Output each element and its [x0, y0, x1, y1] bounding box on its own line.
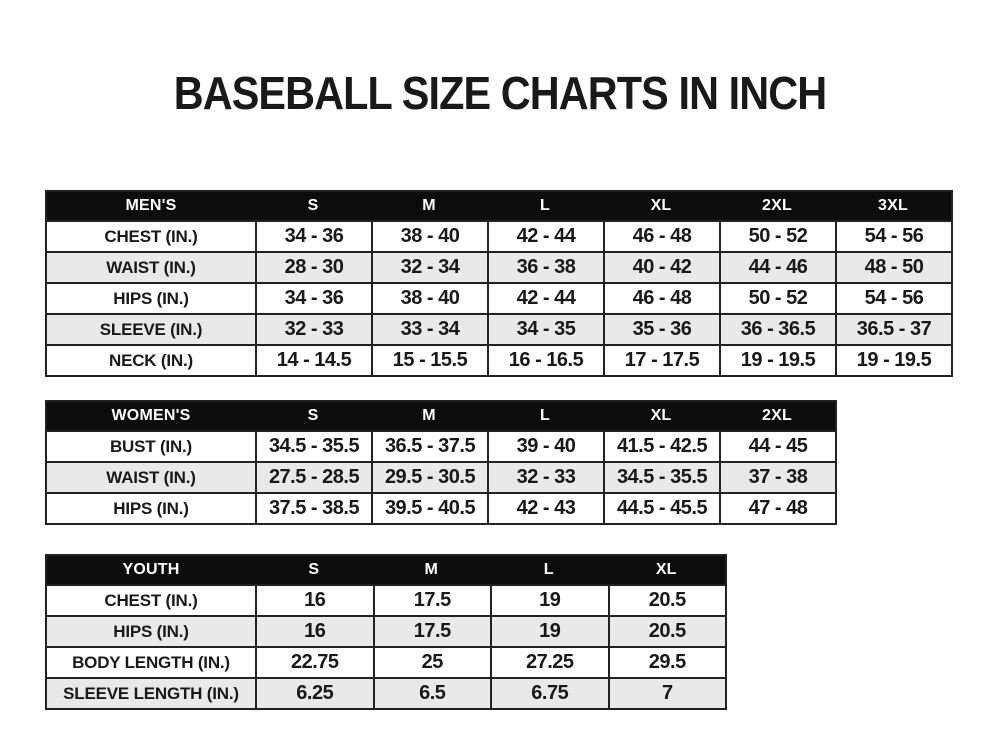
- table-row: [47, 584, 725, 615]
- value-cell: 34 - 35: [487, 315, 603, 344]
- row-label-cell: NECK (IN.): [109, 350, 193, 370]
- row-label-cell: WAIST (IN.): [106, 257, 196, 277]
- value-cell: 19 - 19.5: [719, 346, 835, 375]
- value-cell: 34.5 - 35.5: [603, 463, 719, 492]
- table-row: [47, 251, 951, 282]
- table-row: [47, 646, 725, 677]
- value-cell: 36.5 - 37: [835, 315, 951, 344]
- value-cell: 36 - 38: [487, 253, 603, 282]
- value-cell: 19: [490, 617, 608, 646]
- table-row: [47, 492, 835, 523]
- value-cell: 19: [490, 586, 608, 615]
- table-row: [47, 220, 951, 251]
- value-cell: 19 - 19.5: [835, 346, 951, 375]
- row-label-cell: CHEST (IN.): [104, 226, 198, 246]
- value-cell: 54 - 56: [835, 222, 951, 251]
- value-cell: 22.75: [255, 648, 373, 677]
- table-row: [47, 615, 725, 646]
- table-row: [47, 282, 951, 313]
- size-header-cell: L: [543, 561, 554, 578]
- value-cell: 29.5: [608, 648, 726, 677]
- table-row: [47, 461, 835, 492]
- row-label-cell: SLEEVE LENGTH (IN.): [63, 683, 239, 703]
- value-cell: 37.5 - 38.5: [255, 494, 371, 523]
- table-header-row: [47, 556, 725, 584]
- table-title-cell: YOUTH: [122, 561, 180, 578]
- value-cell: 6.5: [373, 679, 491, 708]
- table-header-row: [47, 402, 835, 430]
- value-cell: 32 - 33: [487, 463, 603, 492]
- value-cell: 44 - 45: [719, 432, 835, 461]
- value-cell: 44.5 - 45.5: [603, 494, 719, 523]
- table-row: [47, 313, 951, 344]
- value-cell: 16 - 16.5: [487, 346, 603, 375]
- value-cell: 50 - 52: [719, 222, 835, 251]
- size-table-womens: [45, 400, 837, 525]
- size-header-cell: M: [422, 197, 436, 214]
- table-title-cell: MEN'S: [125, 197, 177, 214]
- row-label-cell: WAIST (IN.): [106, 467, 196, 487]
- value-cell: 39.5 - 40.5: [371, 494, 487, 523]
- size-table-youth: [45, 554, 727, 710]
- value-cell: 16: [255, 617, 373, 646]
- value-cell: 14 - 14.5: [255, 346, 371, 375]
- row-label-cell: HIPS (IN.): [113, 288, 189, 308]
- value-cell: 46 - 48: [603, 284, 719, 313]
- value-cell: 42 - 44: [487, 284, 603, 313]
- value-cell: 34 - 36: [255, 222, 371, 251]
- value-cell: 36 - 36.5: [719, 315, 835, 344]
- row-label-cell: BODY LENGTH (IN.): [72, 652, 230, 672]
- value-cell: 17.5: [373, 617, 491, 646]
- size-header-cell: L: [540, 407, 550, 424]
- size-header-cell: L: [540, 197, 550, 214]
- value-cell: 44 - 46: [719, 253, 835, 282]
- value-cell: 41.5 - 42.5: [603, 432, 719, 461]
- value-cell: 34 - 36: [255, 284, 371, 313]
- value-cell: 48 - 50: [835, 253, 951, 282]
- row-label-cell: SLEEVE (IN.): [99, 319, 203, 339]
- size-header-cell: M: [424, 561, 439, 578]
- value-cell: 46 - 48: [603, 222, 719, 251]
- value-cell: 38 - 40: [371, 284, 487, 313]
- value-cell: 36.5 - 37.5: [371, 432, 487, 461]
- table-row: [47, 677, 725, 708]
- value-cell: 40 - 42: [603, 253, 719, 282]
- value-cell: 32 - 33: [255, 315, 371, 344]
- value-cell: 15 - 15.5: [371, 346, 487, 375]
- size-table-mens: [45, 190, 953, 377]
- value-cell: 42 - 43: [487, 494, 603, 523]
- value-cell: 34.5 - 35.5: [255, 432, 371, 461]
- size-header-cell: S: [307, 197, 319, 214]
- row-label-cell: HIPS (IN.): [113, 621, 189, 641]
- value-cell: 37 - 38: [719, 463, 835, 492]
- value-cell: 28 - 30: [255, 253, 371, 282]
- table-header-row: [47, 192, 951, 220]
- table-row: [47, 430, 835, 461]
- page-title: BASEBALL SIZE CHARTS IN INCH: [173, 67, 827, 119]
- table-row: [47, 344, 951, 375]
- size-header-cell: XL: [650, 407, 672, 424]
- value-cell: 6.75: [490, 679, 608, 708]
- size-header-cell: XL: [650, 197, 672, 214]
- value-cell: 17.5: [373, 586, 491, 615]
- value-cell: 7: [608, 679, 726, 708]
- value-cell: 20.5: [608, 617, 726, 646]
- size-header-cell: 2XL: [762, 197, 792, 214]
- value-cell: 20.5: [608, 586, 726, 615]
- value-cell: 39 - 40: [487, 432, 603, 461]
- value-cell: 38 - 40: [371, 222, 487, 251]
- size-header-cell: S: [307, 407, 319, 424]
- row-label-cell: BUST (IN.): [109, 436, 193, 456]
- table-title-cell: WOMEN'S: [111, 407, 191, 424]
- value-cell: 17 - 17.5: [603, 346, 719, 375]
- value-cell: 32 - 34: [371, 253, 487, 282]
- value-cell: 16: [255, 586, 373, 615]
- value-cell: 27.5 - 28.5: [255, 463, 371, 492]
- value-cell: 33 - 34: [371, 315, 487, 344]
- value-cell: 50 - 52: [719, 284, 835, 313]
- value-cell: 35 - 36: [603, 315, 719, 344]
- row-label-cell: CHEST (IN.): [104, 590, 198, 610]
- value-cell: 29.5 - 30.5: [371, 463, 487, 492]
- row-label-cell: HIPS (IN.): [113, 498, 189, 518]
- value-cell: 25: [373, 648, 491, 677]
- size-header-cell: XL: [655, 561, 677, 578]
- size-header-cell: S: [308, 561, 320, 578]
- value-cell: 47 - 48: [719, 494, 835, 523]
- value-cell: 6.25: [255, 679, 373, 708]
- size-header-cell: 2XL: [762, 407, 792, 424]
- size-header-cell: M: [422, 407, 436, 424]
- value-cell: 27.25: [490, 648, 608, 677]
- value-cell: 54 - 56: [835, 284, 951, 313]
- size-header-cell: 3XL: [878, 197, 908, 214]
- value-cell: 42 - 44: [487, 222, 603, 251]
